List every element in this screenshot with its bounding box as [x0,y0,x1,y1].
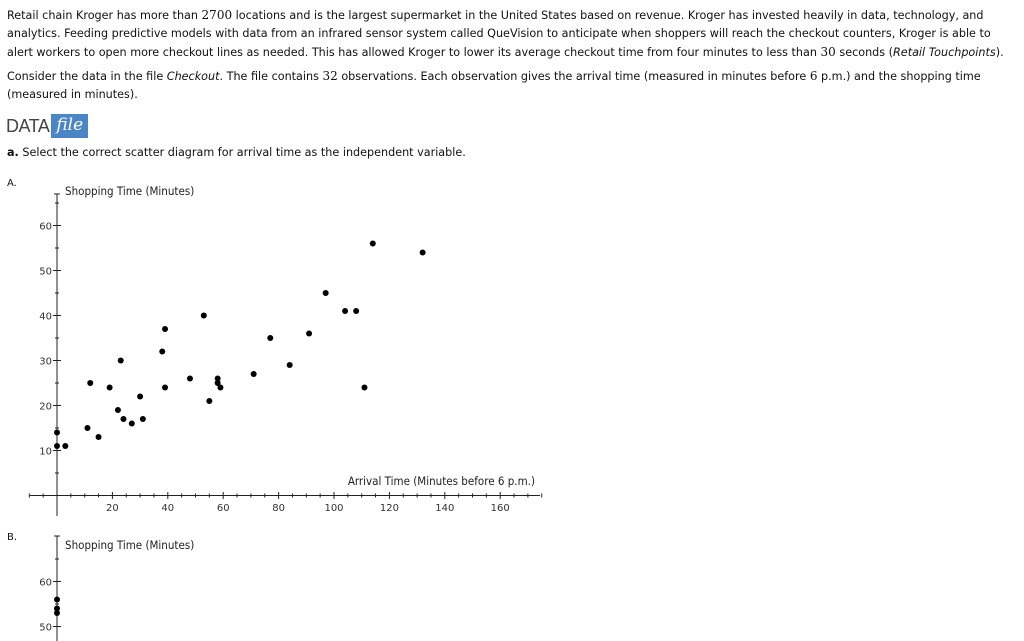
x-tick-label: 120 [379,503,399,514]
number-span: 32 [322,69,338,83]
option-b-label[interactable]: B. [7,532,18,543]
y-tick-label: 40 [39,311,52,323]
y-axis-title: Shopping Time (Minutes) [65,538,195,552]
number-span: 30 [820,45,836,59]
text-span: . The file contains [219,70,323,83]
y-tick-label: 50 [39,622,52,634]
text-span: Retail chain Kroger has more than [7,9,202,22]
x-axis-title: Arrival Time (Minutes before 6 p.m.) [347,474,535,488]
x-tick-label: 140 [435,503,455,514]
source-citation: Retail Touchpoints [893,46,996,59]
text-span: locations and is the largest supermarket in the United States based on revenue. Kroger has invested heavily in data, technology, and analytics. Feeding predictive models with data from an infrared sensor system called QueVision to anticipate when shoppers will reach the checkout counters, Kroger is able to alert workers to open more checkout lines as needed. This has allowed Kroger to lower its average checkout time from four minutes to less than [7,9,991,59]
option-a-label[interactable]: A. [7,178,17,189]
file-name: Checkout [166,70,220,83]
x-tick-label: 100 [324,503,344,514]
y-tick-label: 30 [39,356,52,368]
question-text: Select the correct scatter diagram for arrival time as the independent variable. [18,146,466,159]
text-span: seconds ( [835,46,894,59]
data-point [54,597,60,603]
x-tick-label: 40 [161,503,175,514]
x-tick-label: 80 [272,503,285,514]
text-span: ). [995,46,1004,59]
y-tick-label: 10 [39,446,52,458]
y-tick-label: 50 [39,266,52,278]
y-tick-label: 60 [39,221,52,233]
text-span: p.m.) and the shopping time (measured in minutes). [7,70,981,101]
data-file-word: DATA [6,115,50,136]
data-point [54,610,60,616]
text-span: observations. Each observation gives the arrival time (measured in minutes before [337,70,810,83]
file-icon: file [51,114,88,138]
y-axis-title: Shopping Time (Minutes) [65,184,195,198]
x-tick-label: 20 [106,503,119,514]
x-tick-label: 160 [490,503,510,514]
number-span: 2700 [201,8,233,22]
y-tick-label: 20 [39,401,52,413]
x-tick-label: 60 [216,503,230,514]
number-span: 6 [809,69,818,83]
question-part-label: a. [7,146,19,159]
y-tick-label: 60 [39,577,52,589]
text-span: Consider the data in the file [7,70,167,83]
